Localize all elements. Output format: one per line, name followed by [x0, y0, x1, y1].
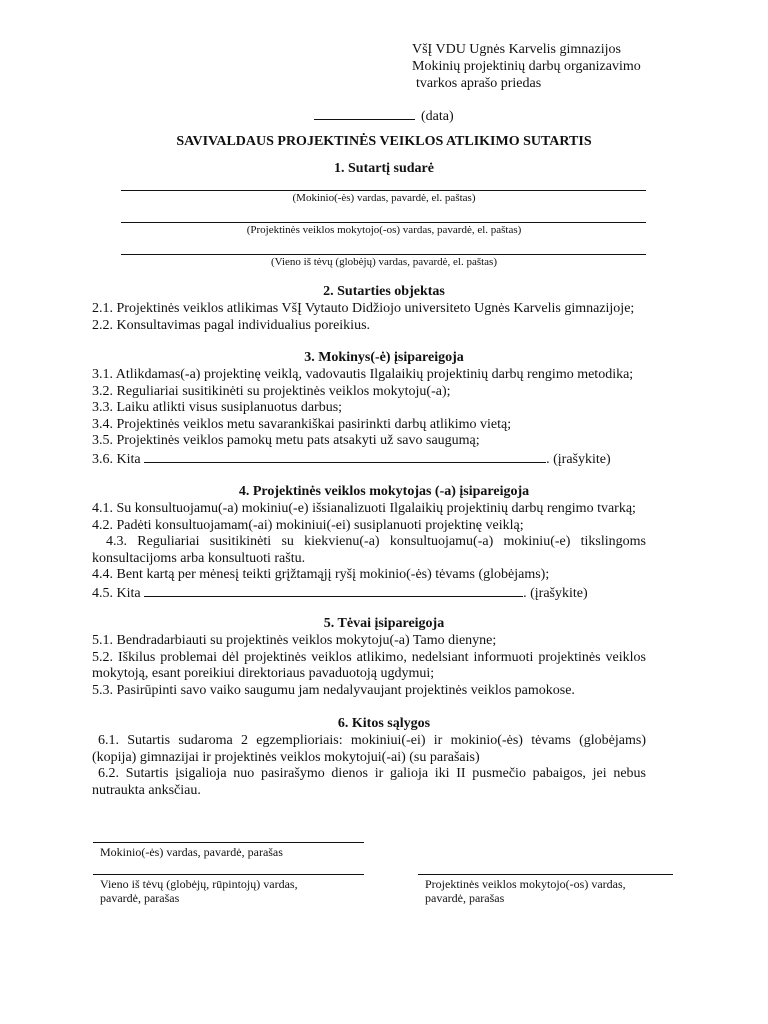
other-blank[interactable]: [144, 450, 546, 463]
student-info-caption: (Mokinio(-ės) vardas, pavardė, el. paštas): [292, 192, 476, 204]
section-2-body: [92, 301, 646, 334]
list-item: 5.1. Bendradarbiauti su projektinės veiklos mokytoju(-a) Tamo dienyne;: [92, 633, 497, 648]
parent-info-line[interactable]: [121, 254, 646, 255]
teacher-signature-label-line-2: pavardė, parašas: [425, 891, 505, 905]
parent-signature-label-line-1: Vieno iš tėvų (globėjų, rūpintojų) vardas,: [100, 877, 298, 891]
student-signature-label: Mokinio(-ės) vardas, pavardė, parašas: [100, 845, 283, 859]
teacher-signature-label-line-1: Projektinės veiklos mokytojo(-os) vardas,: [425, 877, 626, 891]
list-item: 2.2. Konsultavimas pagal individualius poreikius.: [92, 317, 371, 333]
teacher-signature-line[interactable]: [418, 874, 673, 875]
list-item: 6.2. Sutartis įsigalioja nuo pasirašymo dienos ir galioja iki II pusmečio pabaigos, jei nebus nutraukta anksčiau.: [92, 766, 646, 798]
teacher-info-line[interactable]: [121, 222, 646, 223]
list-item: 6.1. Sutartis sudaroma 2 egzemplioriais: mokiniui(-ei) ir mokinio(-ės) tėvams (globėjams) (kopija) gimnazijai ir projektinės veiklos mokytojui(-ai) (su parašais): [92, 733, 646, 765]
section-1-heading: 1. Sutartį sudarė: [334, 161, 434, 176]
list-item: 2.1. Projektinės veiklos atlikimas VšĮ Vytauto Didžiojo universiteto Ugnės Karvelis gimnazijoje;: [92, 301, 635, 316]
date-field: [314, 107, 454, 125]
student-info-line[interactable]: [121, 190, 646, 191]
section-3-heading: 3. Mokinys(-ė) įsipareigoja: [304, 350, 464, 365]
list-item: 4.3. Reguliariai susitikinėti su kiekvienu(-a) konsultuojamu(-a) mokiniu(-e) tikslingoms konsultacijoms arba konsultuoti raštu.: [92, 534, 646, 566]
section-5-heading: 5. Tėvai įsipareigoja: [323, 616, 445, 631]
teacher-signature-label: [425, 877, 626, 905]
other-suffix: . (įrašykite): [523, 585, 588, 601]
section-3-body: [92, 367, 646, 469]
date-label: (data): [421, 109, 454, 124]
list-item: 4.2. Padėti konsultuojamam(-ai) mokiniui(-ei) susiplanuoti projektinę veiklą;: [92, 517, 524, 533]
list-item: 5.2. Iškilus problemai dėl projektinės veiklos atlikimo, nedelsiant informuoti projektinės veiklos mokytoją, esant poreikiui direktoriaus pavaduotoją ugdymui;: [92, 649, 646, 682]
list-item: 3.4. Projektinės veiklos metu savarankiškai pasirinkti darbų atlikimo vietą;: [92, 416, 512, 432]
teacher-info-caption: (Projektinės veiklos mokytojo(-os) vardas, pavardė, el. paštas): [246, 224, 522, 236]
list-item: 3.2. Reguliariai susitikinėti su projektinės veiklos mokytoju(-a);: [92, 383, 451, 399]
list-item: 5.3. Pasirūpinti savo vaiko saugumu jam nedalyvaujant projektinės veiklos pamokose.: [92, 682, 575, 698]
list-item: 4.1. Su konsultuojamu(-a) mokiniu(-e) išsianalizuoti Ilgalaikių projektinių darbų rengimo tvarką;: [92, 501, 636, 516]
header-line-1: VšĮ VDU Ugnės Karvelis gimnazijos: [412, 42, 621, 57]
parent-signature-line[interactable]: [93, 874, 364, 875]
list-item: 4.4. Bent kartą per mėnesį teikti grįžtamąjį ryšį mokinio(-ės) tėvams (globėjams);: [92, 567, 550, 583]
date-blank[interactable]: [314, 107, 415, 120]
other-prefix: 3.6. Kita: [92, 451, 141, 467]
parent-signature-label-line-2: pavardė, parašas: [100, 891, 180, 905]
other-item: [92, 450, 646, 469]
section-2-heading: 2. Sutarties objektas: [323, 284, 445, 299]
section-6-body: [92, 733, 646, 799]
student-signature-line[interactable]: [93, 842, 364, 843]
other-item: [92, 584, 646, 603]
other-prefix: 4.5. Kita: [92, 585, 141, 601]
header-line-2: Mokinių projektinių darbų organizavimo: [412, 59, 641, 74]
parent-signature-label: [100, 877, 298, 905]
parent-info-caption: (Vieno iš tėvų (globėjų) vardas, pavardė, el. paštas): [271, 256, 497, 268]
document-title: SAVIVALDAUS PROJEKTINĖS VEIKLOS ATLIKIMO SUTARTIS: [176, 134, 592, 149]
section-5-body: [92, 633, 646, 699]
list-item: 3.5. Projektinės veiklos pamokų metu pats atsakyti už savo saugumą;: [92, 433, 480, 449]
other-suffix: . (įrašykite): [546, 451, 611, 467]
section-4-body: [92, 501, 646, 603]
header-line-3: tvarkos aprašo priedas: [416, 76, 542, 91]
section-4-heading: 4. Projektinės veiklos mokytojas (-a) įsipareigoja: [238, 484, 530, 499]
list-item: 3.3. Laiku atlikti visus susiplanuotus darbus;: [92, 400, 343, 416]
document-header: [412, 41, 641, 92]
list-item: 3.1. Atlikdamas(-a) projektinę veiklą, vadovautis Ilgalaikių projektinių darbų rengimo metodika;: [92, 367, 634, 382]
section-6-heading: 6. Kitos sąlygos: [337, 716, 431, 731]
other-blank[interactable]: [144, 584, 523, 597]
